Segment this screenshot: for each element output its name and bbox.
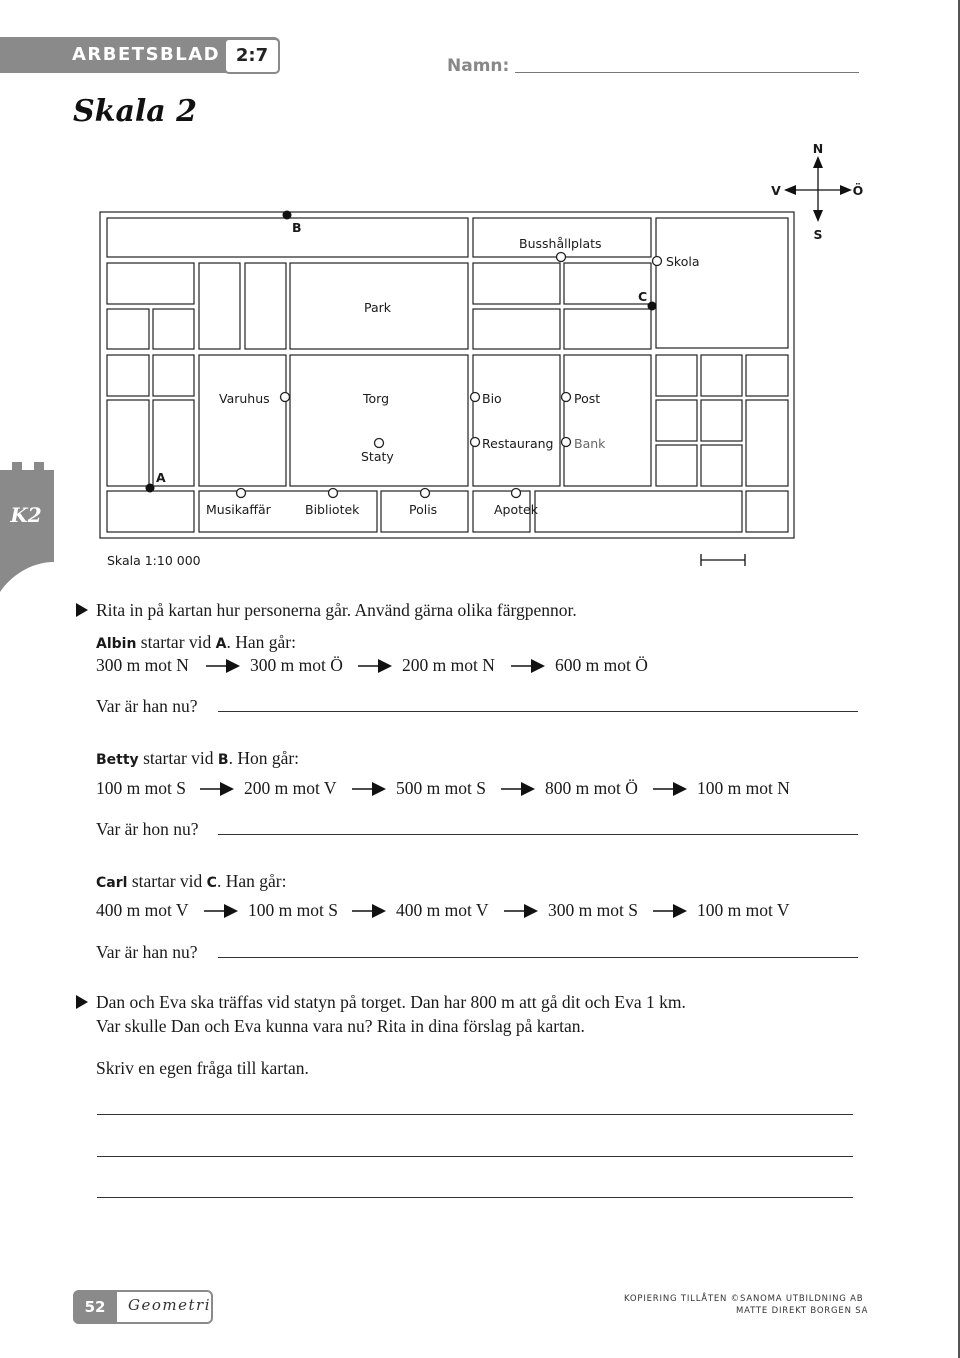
arrow-right-icon <box>653 781 689 797</box>
task2-line2: Var skulle Dan och Eva kunna vara nu? Rita in dina förslag på kartan. <box>96 1016 585 1036</box>
page-number: 52 <box>73 1290 117 1324</box>
own-question-line-1[interactable] <box>97 1114 853 1115</box>
albin-question: Var är han nu? <box>96 696 198 716</box>
varuhus-marker <box>281 393 290 402</box>
carl-step: 400 m mot V <box>96 900 189 920</box>
carl-step: 400 m mot V <box>396 900 489 920</box>
label-torg: Torg <box>363 391 390 406</box>
label-restaurang: Restaurang <box>482 436 554 451</box>
carl-answer-line[interactable] <box>218 957 858 958</box>
arrow-right-icon <box>352 903 388 919</box>
arrow-right-icon <box>511 658 547 674</box>
carl-heading: Carl startar vid C. Han går: <box>96 871 287 891</box>
bibliotek-marker <box>329 489 338 498</box>
post-block <box>564 355 651 486</box>
carl-step: 100 m mot V <box>697 900 790 920</box>
carl-step: 300 m mot S <box>548 900 638 920</box>
bio-marker <box>471 393 480 402</box>
musikaffar-marker <box>237 489 246 498</box>
point-c <box>648 302 657 311</box>
albin-step: 300 m mot Ö <box>250 655 343 675</box>
own-question-line-3[interactable] <box>97 1197 853 1198</box>
betty-name: Betty <box>96 752 139 768</box>
chapter-tab-label: K2 <box>10 503 42 527</box>
busshallplats-marker <box>557 253 566 262</box>
label-staty: Staty <box>361 449 394 464</box>
arrow-right-icon <box>358 658 394 674</box>
varuhus-block <box>199 355 286 486</box>
bullet-icon <box>76 603 88 617</box>
section-name: Geometri <box>128 1296 211 1314</box>
arrow-right-icon <box>501 781 537 797</box>
label-skola: Skola <box>666 254 700 269</box>
book-title-line: MATTE DIREKT BORGEN SA <box>736 1306 869 1316</box>
bio-block <box>473 355 560 486</box>
albin-step: 200 m mot N <box>402 655 495 675</box>
own-question-line-2[interactable] <box>97 1156 853 1157</box>
carl-question: Var är han nu? <box>96 942 198 962</box>
worksheet-label: ARBETSBLAD <box>72 44 221 65</box>
label-b: B <box>292 220 302 235</box>
task2-line1: Dan och Eva ska träffas vid statyn på torget. Dan har 800 m att gå dit och Eva 1 km. <box>96 992 686 1012</box>
betty-heading: Betty startar vid B. Hon går: <box>96 748 300 768</box>
scale-label: Skala 1:10 000 <box>107 553 201 568</box>
task2-line3: Skriv en egen fråga till kartan. <box>96 1058 309 1078</box>
apotek-marker <box>512 489 521 498</box>
arrow-right-icon <box>352 781 388 797</box>
town-map[interactable] <box>0 130 960 550</box>
point-b <box>283 211 292 220</box>
compass-s: S <box>813 227 823 242</box>
betty-step: 100 m mot N <box>697 778 790 798</box>
label-bio: Bio <box>482 391 502 406</box>
name-label: Namn: <box>447 56 510 76</box>
torg-block <box>290 355 468 486</box>
staty-marker <box>375 439 384 448</box>
compass-v: V <box>771 183 781 198</box>
copyright-line: KOPIERING TILLÅTEN ©SANOMA UTBILDNING AB <box>624 1294 864 1304</box>
label-park: Park <box>364 300 392 315</box>
scale-bar <box>700 552 750 568</box>
label-apotek: Apotek <box>494 502 538 517</box>
label-bibliotek: Bibliotek <box>305 502 360 517</box>
label-bank: Bank <box>574 436 606 451</box>
worksheet-number: 2:7 <box>224 38 280 74</box>
label-musikaffar: Musikaffär <box>206 502 271 517</box>
arrow-right-icon <box>200 781 236 797</box>
skola-marker <box>653 257 662 266</box>
arrow-right-icon <box>504 903 540 919</box>
arrow-right-icon <box>206 658 242 674</box>
arrow-right-icon <box>204 903 240 919</box>
label-c: C <box>638 289 648 304</box>
label-varuhus: Varuhus <box>219 391 270 406</box>
bank-marker <box>562 438 571 447</box>
albin-step: 600 m mot Ö <box>555 655 648 675</box>
post-marker <box>562 393 571 402</box>
polis-marker <box>421 489 430 498</box>
task1-intro: Rita in på kartan hur personerna går. Använd gärna olika färgpennor. <box>96 600 577 620</box>
albin-answer-line[interactable] <box>218 711 858 712</box>
label-a: A <box>156 470 166 485</box>
point-a <box>146 484 155 493</box>
label-post: Post <box>574 391 601 406</box>
betty-answer-line[interactable] <box>218 834 858 835</box>
page-title: Skala 2 <box>73 94 198 129</box>
betty-step: 500 m mot S <box>396 778 486 798</box>
betty-question: Var är hon nu? <box>96 819 199 839</box>
restaurang-marker <box>471 438 480 447</box>
betty-step: 800 m mot Ö <box>545 778 638 798</box>
betty-step: 200 m mot V <box>244 778 337 798</box>
albin-name: Albin <box>96 636 137 652</box>
compass-o: Ö <box>852 183 864 198</box>
label-polis: Polis <box>409 502 438 517</box>
albin-heading: Albin startar vid A. Han går: <box>96 632 296 652</box>
carl-name: Carl <box>96 875 128 891</box>
name-field[interactable] <box>515 72 859 73</box>
carl-step: 100 m mot S <box>248 900 338 920</box>
bullet-icon <box>76 995 88 1009</box>
compass-n: N <box>812 141 824 156</box>
betty-step: 100 m mot S <box>96 778 186 798</box>
arrow-right-icon <box>653 903 689 919</box>
label-busshallplats: Busshållplats <box>519 236 602 251</box>
albin-step: 300 m mot N <box>96 655 189 675</box>
